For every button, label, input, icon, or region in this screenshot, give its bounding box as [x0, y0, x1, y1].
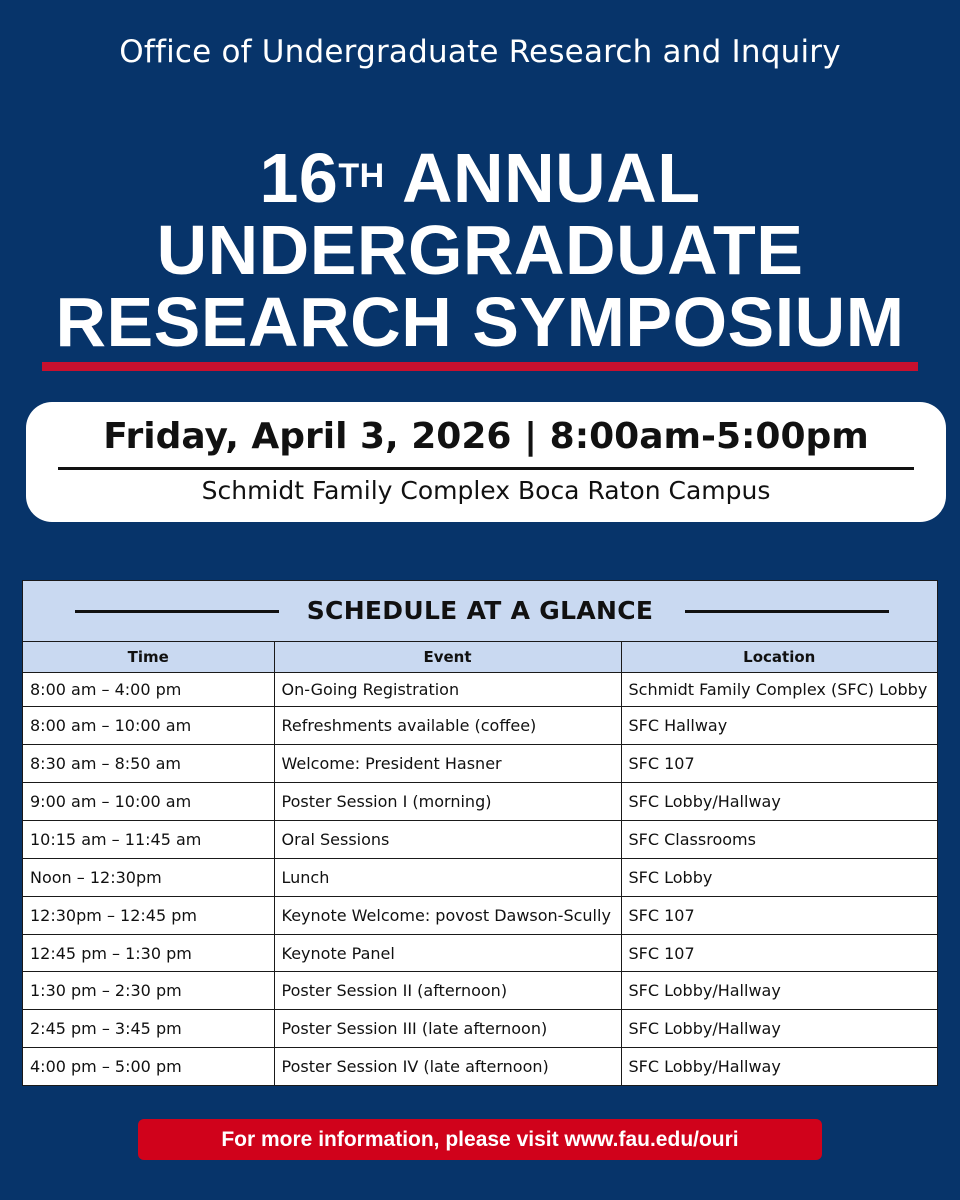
- title-number: 16: [259, 139, 339, 217]
- schedule-cell-time: 12:45 pm – 1:30 pm: [23, 935, 274, 972]
- schedule-cell-time: 8:00 am – 10:00 am: [23, 707, 274, 745]
- schedule-cell-time: 2:45 pm – 3:45 pm: [23, 1010, 274, 1048]
- schedule-cell-event: Poster Session IV (late afternoon): [274, 1048, 621, 1086]
- schedule-cell-time: 10:15 am – 11:45 am: [23, 821, 274, 859]
- schedule-cell-location: SFC Lobby/Hallway: [621, 783, 937, 821]
- event-venue: Schmidt Family Complex Boca Raton Campus: [201, 476, 771, 505]
- schedule-cell-time: 1:30 pm – 2:30 pm: [23, 972, 274, 1010]
- schedule-cell-event: Keynote Welcome: povost Dawson-Scully: [274, 897, 621, 935]
- table-row: [23, 673, 937, 707]
- event-date-time: Friday, April 3, 2026 | 8:00am-5:00pm: [103, 416, 869, 457]
- schedule-cell-location: SFC Hallway: [621, 707, 937, 745]
- schedule-cell-time: 8:30 am – 8:50 am: [23, 745, 274, 783]
- schedule-cell-location: SFC Lobby/Hallway: [621, 972, 937, 1010]
- schedule-rows: [23, 673, 937, 1086]
- table-row: [23, 707, 937, 745]
- table-row: [23, 745, 937, 783]
- table-row: [23, 859, 937, 897]
- title-ordinal-suffix: TH: [338, 157, 385, 195]
- schedule-cell-event: Keynote Panel: [274, 935, 621, 972]
- column-header-time: Time: [23, 642, 274, 673]
- schedule-cell-event: Welcome: President Hasner: [274, 745, 621, 783]
- office-name: Office of Undergraduate Research and Inquiry: [119, 34, 841, 70]
- more-info-banner: For more information, please visit www.fau.edu/ouri: [138, 1119, 822, 1160]
- schedule-cell-event: Refreshments available (coffee): [274, 707, 621, 745]
- schedule-cell-time: 12:30pm – 12:45 pm: [23, 897, 274, 935]
- schedule-cell-location: SFC Classrooms: [621, 821, 937, 859]
- schedule-title-rule-right: [685, 610, 889, 613]
- table-row: [23, 935, 937, 972]
- title-annual: ANNUAL: [384, 139, 701, 217]
- schedule-cell-location: SFC Lobby/Hallway: [621, 1010, 937, 1048]
- schedule-cell-event: Poster Session II (afternoon): [274, 972, 621, 1010]
- table-row: [23, 783, 937, 821]
- schedule-cell-location: Schmidt Family Complex (SFC) Lobby: [621, 673, 937, 707]
- event-details-card: [26, 402, 946, 522]
- schedule-cell-location: SFC 107: [621, 897, 937, 935]
- title-line-3: RESEARCH SYMPOSIUM: [55, 283, 905, 361]
- title-underline: [42, 362, 918, 371]
- table-row: [23, 897, 937, 935]
- schedule-title: SCHEDULE AT A GLANCE: [306, 596, 654, 625]
- symposium-title: [0, 139, 960, 361]
- table-row: [23, 821, 937, 859]
- schedule-cell-location: SFC Lobby/Hallway: [621, 1048, 937, 1086]
- schedule-cell-location: SFC Lobby: [621, 859, 937, 897]
- schedule-cell-event: Poster Session I (morning): [274, 783, 621, 821]
- schedule-cell-time: 9:00 am – 10:00 am: [23, 783, 274, 821]
- column-header-event: Event: [274, 642, 621, 673]
- schedule-header: [23, 581, 937, 642]
- table-row: [23, 1010, 937, 1048]
- schedule-cell-time: 4:00 pm – 5:00 pm: [23, 1048, 274, 1086]
- schedule-cell-event: Poster Session III (late afternoon): [274, 1010, 621, 1048]
- schedule-table: [23, 642, 937, 1085]
- schedule-cell-event: On-Going Registration: [274, 673, 621, 707]
- schedule-cell-event: Lunch: [274, 859, 621, 897]
- schedule-column-headers: [23, 642, 937, 673]
- title-line-1: [0, 139, 960, 217]
- column-header-location: Location: [621, 642, 937, 673]
- schedule-cell-location: SFC 107: [621, 935, 937, 972]
- schedule-cell-location: SFC 107: [621, 745, 937, 783]
- schedule-cell-event: Oral Sessions: [274, 821, 621, 859]
- schedule-table-panel: [22, 580, 938, 1086]
- schedule-cell-time: Noon – 12:30pm: [23, 859, 274, 897]
- table-row: [23, 972, 937, 1010]
- title-line-2: UNDERGRADUATE: [156, 211, 804, 289]
- table-row: [23, 1048, 937, 1086]
- schedule-cell-time: 8:00 am – 4:00 pm: [23, 673, 274, 707]
- event-details-divider: [58, 467, 914, 470]
